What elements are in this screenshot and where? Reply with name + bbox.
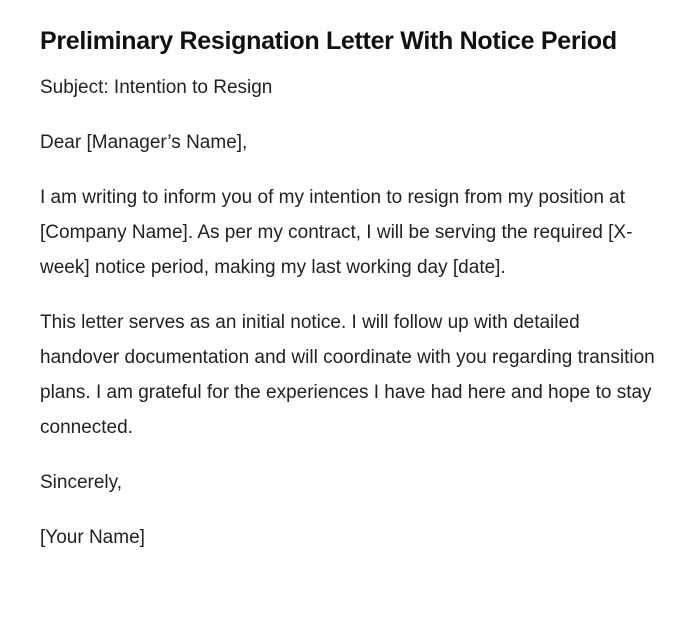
page-title: Preliminary Resignation Letter With Notice Period	[40, 27, 617, 55]
salutation: Dear [Manager’s Name],	[40, 132, 248, 153]
body-paragraph: This letter serves as an initial notice. I will follow up with detailed handover documentation and will coordinate with you regarding transition plans. I am grateful for the experiences I have had here and hope to stay connected.	[40, 312, 655, 438]
closing: Sincerely,	[40, 472, 123, 493]
subject-line: Subject: Intention to Resign	[40, 77, 273, 98]
signature: [Your Name]	[40, 527, 145, 548]
body-paragraph: I am writing to inform you of my intention to resign from my position at [Company Name]. As per my contract, I will be serving the required [X-week] notice period, making my last working day [date].	[40, 187, 633, 278]
